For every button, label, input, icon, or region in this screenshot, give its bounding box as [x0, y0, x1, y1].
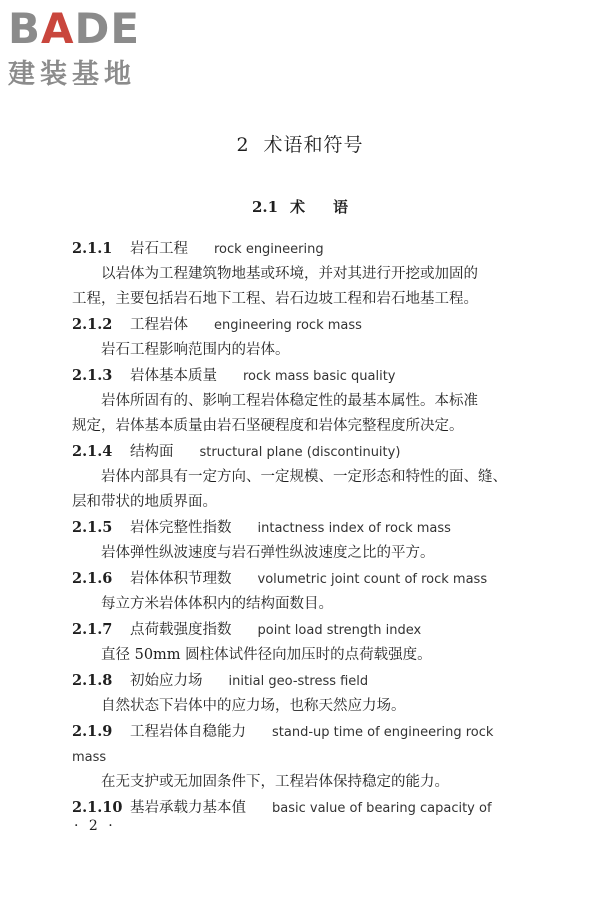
term-definition: 每立方米岩体体积内的结构面数目。: [101, 596, 333, 612]
chapter-title-text: 术语和符号: [263, 134, 364, 156]
term-code: 2.1.7: [72, 621, 113, 638]
definition-line: 岩体内部具有一定方向、一定规模、一定形态和特性的面、缝、: [101, 469, 507, 485]
term-english: stand-up time of engineering rock: [272, 725, 494, 740]
term-chinese: 岩石工程: [130, 241, 188, 257]
term-definition: 岩石工程影响范围内的岩体。: [101, 342, 290, 358]
term-code: 2.1.1: [72, 240, 113, 257]
term-definition: [72, 389, 522, 414]
term-2-1-9: [72, 719, 522, 745]
chapter-title: [0, 130, 600, 157]
term-definition: [72, 465, 522, 490]
section-number: 2.1: [251, 198, 279, 216]
term-english-continued: [72, 745, 522, 770]
term-definition: 岩体弹性纵波速度与岩石弹性纵波速度之比的平方。: [101, 545, 435, 561]
term-2-1-8: [72, 668, 522, 694]
page-number: · 2 ·: [74, 818, 116, 834]
term-definition: [72, 262, 522, 287]
logo-subtitle: 建装基地: [8, 59, 136, 90]
term-english: initial geo-stress field: [228, 674, 369, 689]
term-chinese: 岩体基本质量: [130, 368, 217, 384]
term-code: 2.1.10: [72, 799, 123, 816]
term-code: 2.1.5: [72, 519, 113, 536]
term-chinese: 工程岩体自稳能力: [130, 724, 246, 740]
terms-list: [72, 236, 522, 821]
term-2-1-7: [72, 617, 522, 643]
term-chinese: 基岩承载力基本值: [130, 800, 246, 816]
term-english-cont: mass: [72, 750, 107, 765]
definition-line: 层和带状的地质界面。: [72, 494, 217, 510]
definition-line: 以岩体为工程建筑物地基或环境，并对其进行开挖或加固的: [101, 266, 478, 282]
term-english: basic value of bearing capacity of: [272, 801, 492, 816]
term-chinese: 初始应力场: [130, 673, 203, 689]
term-code: 2.1.8: [72, 672, 113, 689]
term-2-1-1: [72, 236, 522, 262]
term-chinese: 岩体体积节理数: [130, 571, 232, 587]
term-2-1-3: [72, 363, 522, 389]
term-chinese: 工程岩体: [130, 317, 188, 333]
term-2-1-4: [72, 439, 522, 465]
term-code: 2.1.6: [72, 570, 113, 587]
term-2-1-2: [72, 312, 522, 338]
term-2-1-5: [72, 515, 522, 541]
term-english: volumetric joint count of rock mass: [257, 572, 488, 587]
term-english: structural plane (discontinuity): [199, 445, 401, 460]
definition-line: 工程，主要包括岩石地下工程、岩石边坡工程和岩石地基工程。: [72, 291, 478, 307]
term-definition: 在无支护或无加固条件下，工程岩体保持稳定的能力。: [101, 774, 449, 790]
definition-line: 规定，岩体基本质量由岩石坚硬程度和岩体完整程度所决定。: [72, 418, 464, 434]
term-code: 2.1.2: [72, 316, 113, 333]
term-english: point load strength index: [257, 623, 422, 638]
logo-brand: BADE: [8, 4, 141, 53]
term-code: 2.1.4: [72, 443, 113, 460]
bade-logo: [8, 6, 188, 96]
term-english: rock mass basic quality: [243, 369, 396, 384]
term-english: intactness index of rock mass: [257, 521, 451, 536]
definition-line: 岩体所固有的、影响工程岩体稳定性的最基本属性。本标准: [101, 393, 478, 409]
term-code: 2.1.9: [72, 723, 113, 740]
term-english: engineering rock mass: [214, 318, 362, 333]
term-definition: 自然状态下岩体中的应力场，也称天然应力场。: [101, 698, 406, 714]
term-chinese: 岩体完整性指数: [130, 520, 232, 536]
section-title-text: 术语: [290, 198, 377, 216]
term-code: 2.1.3: [72, 367, 113, 384]
term-chinese: 点荷载强度指数: [130, 622, 232, 638]
term-chinese: 结构面: [130, 444, 174, 460]
term-2-1-10: [72, 795, 522, 821]
term-definition: 直径 50mm 圆柱体试件径向加压时的点荷载强度。: [101, 647, 432, 663]
term-english: rock engineering: [214, 242, 324, 257]
chapter-number: 2: [236, 134, 250, 156]
term-2-1-6: [72, 566, 522, 592]
section-title: [0, 196, 600, 217]
